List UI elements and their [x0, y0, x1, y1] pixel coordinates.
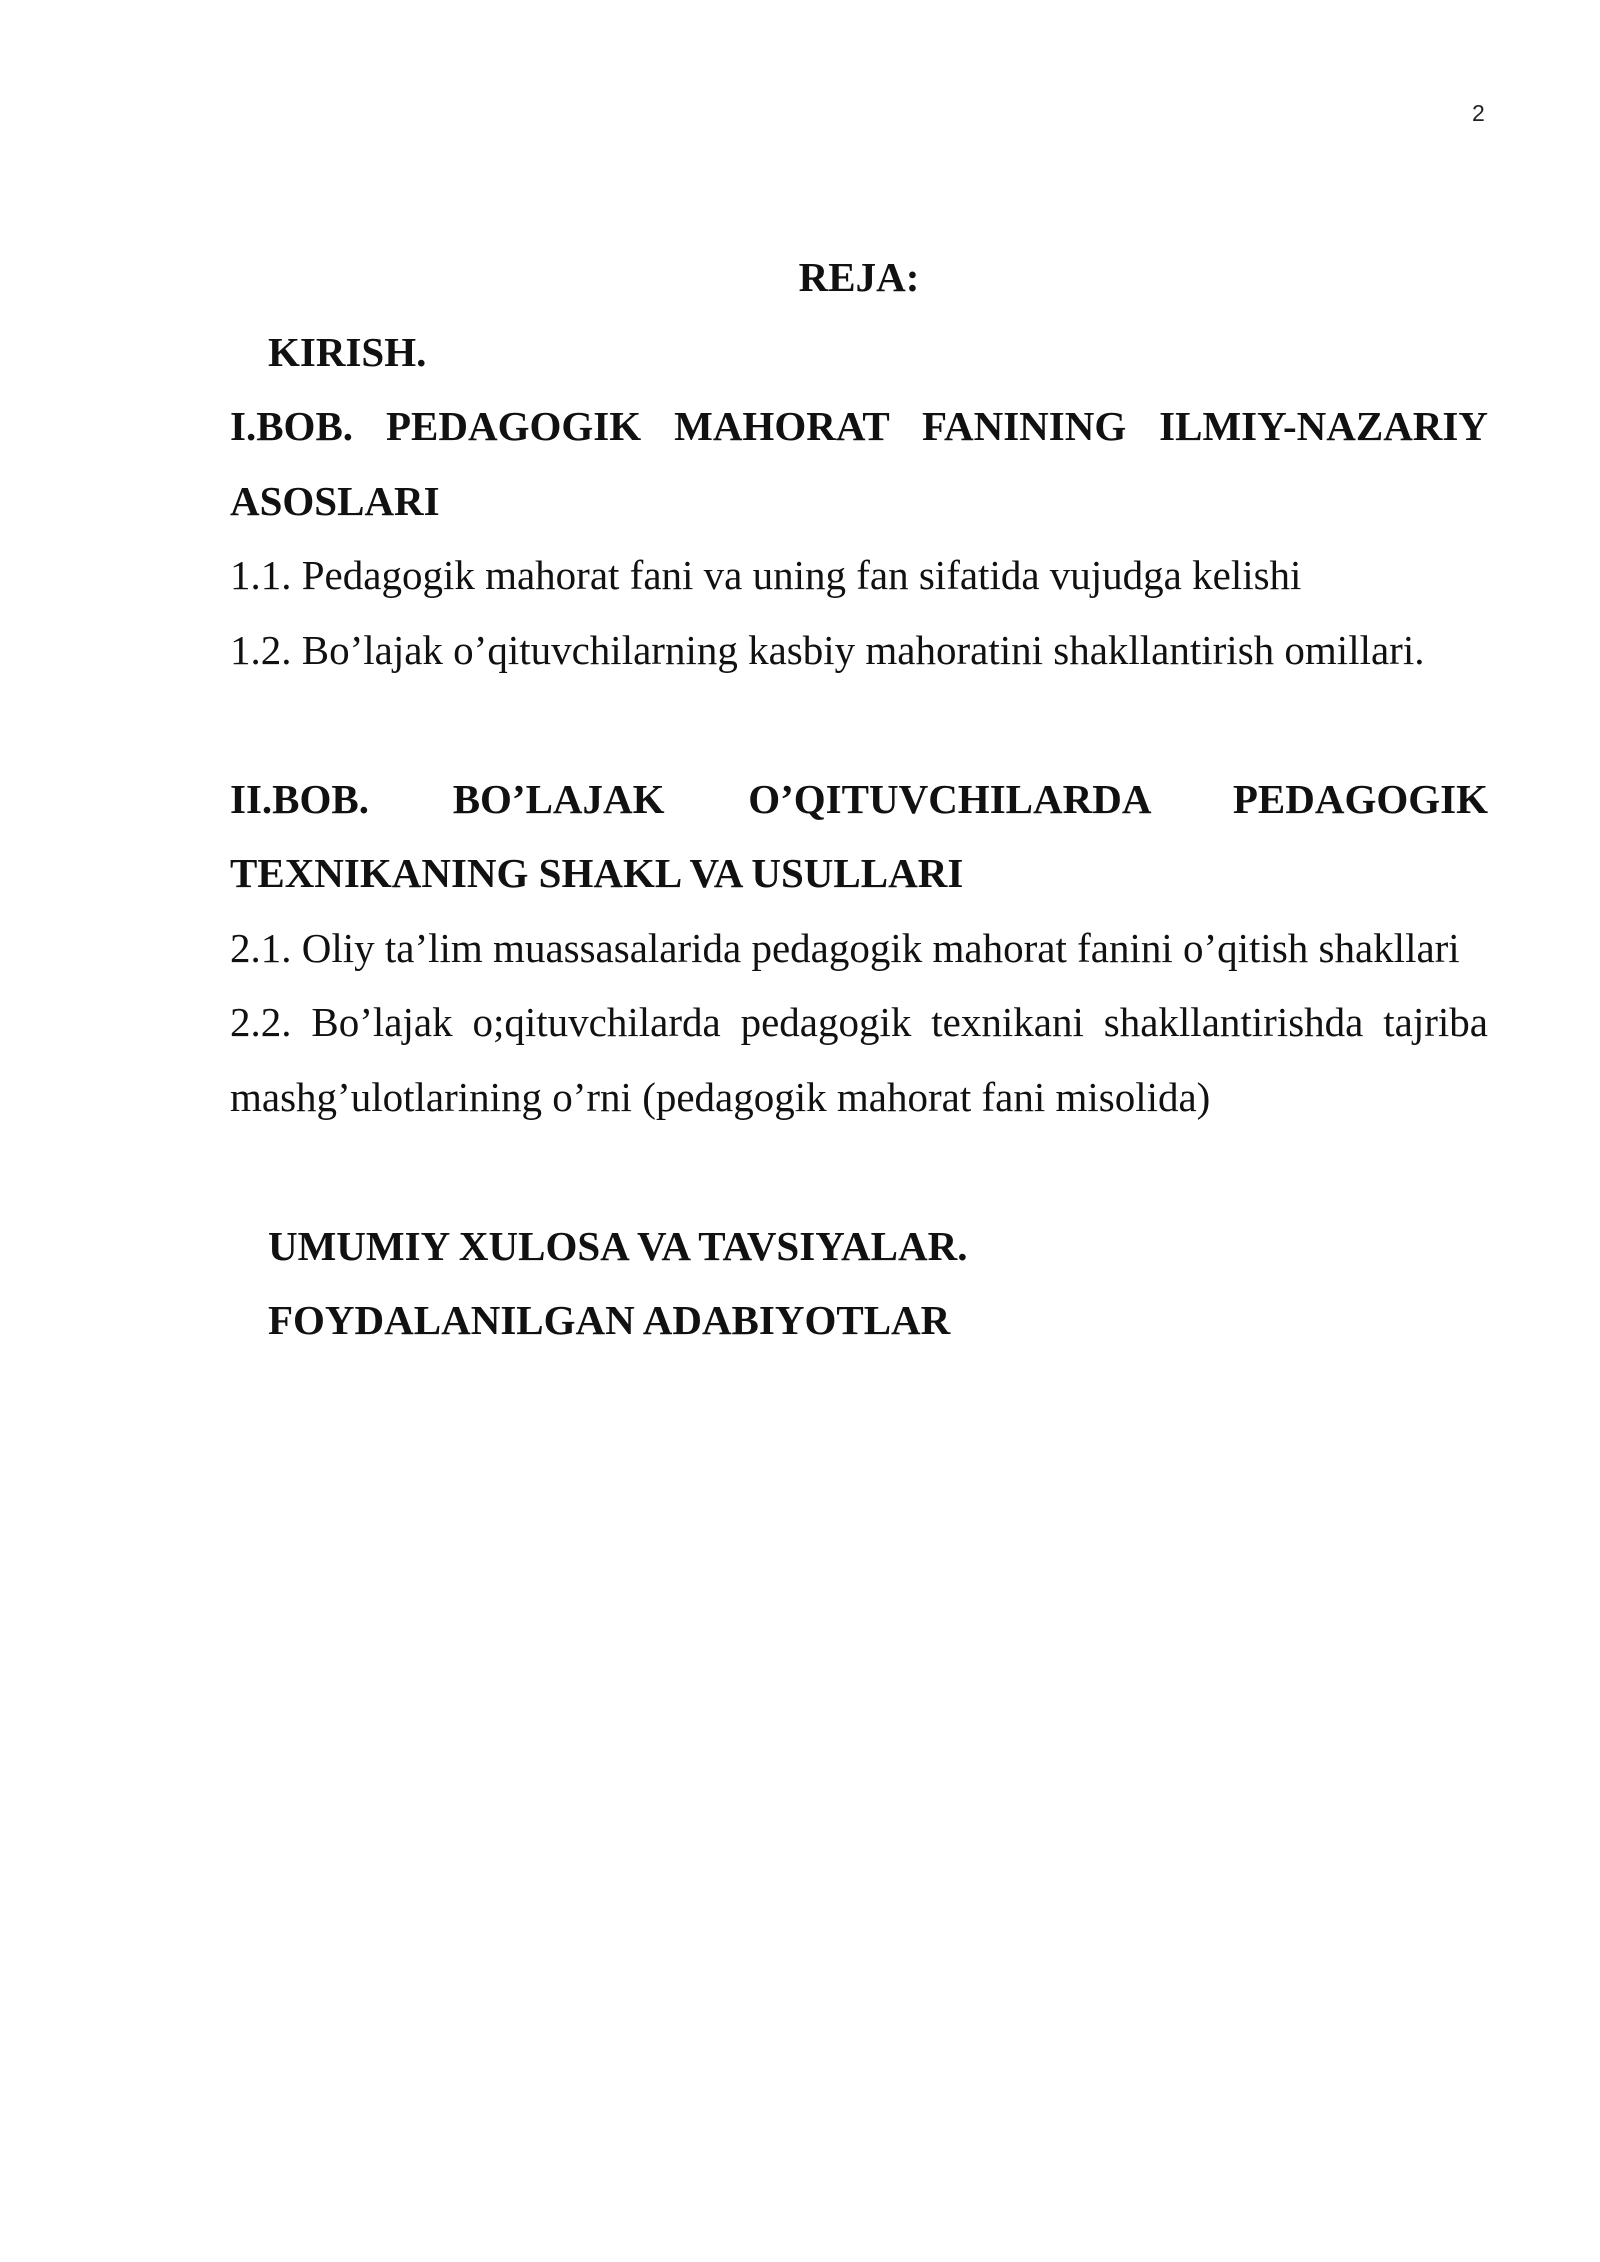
blank-line: [230, 1134, 1488, 1209]
section-2-2: 2.2. Bo’lajak o;qituvchilarda pedagogik texnikani shakllantirishda tajriba mashg’ulotlarining o’rni (pedagogik mahorat fani misolida): [230, 999, 1488, 1120]
section-1-2: 1.2. Bo’lajak o’qituvchilarning kasbiy mahoratini shakllantirish omillari.: [230, 626, 1425, 673]
chapter-2-heading: II.BOB. BO’LAJAK O’QITUVCHILARDA PEDAGOGIK TEXNIKANING SHAKL VA USULLARI: [230, 775, 1488, 896]
page-number: 2: [1472, 100, 1485, 126]
chapter-1-heading: I.BOB. PEDAGOGIK MAHORAT FANINING ILMIY-NAZARIY ASOSLARI: [230, 403, 1488, 524]
section-2-1: 2.1. Oliy ta’lim muassasalarida pedagogik mahorat fanini o’qitish shakllari: [230, 924, 1460, 971]
table-of-contents: [230, 240, 1488, 1358]
toc-conclusion: UMUMIY XULOSA VA TAVSIYALAR.: [268, 1222, 968, 1269]
blank-line: [230, 687, 1488, 762]
toc-title: REJA:: [798, 254, 920, 300]
section-1-1: 1.1. Pedagogik mahorat fani va uning fan sifatida vujudga kelishi: [230, 552, 1302, 598]
toc-intro: KIRISH.: [268, 328, 427, 375]
toc-references: FOYDALANILGAN ADABIYOTLAR: [268, 1297, 951, 1343]
